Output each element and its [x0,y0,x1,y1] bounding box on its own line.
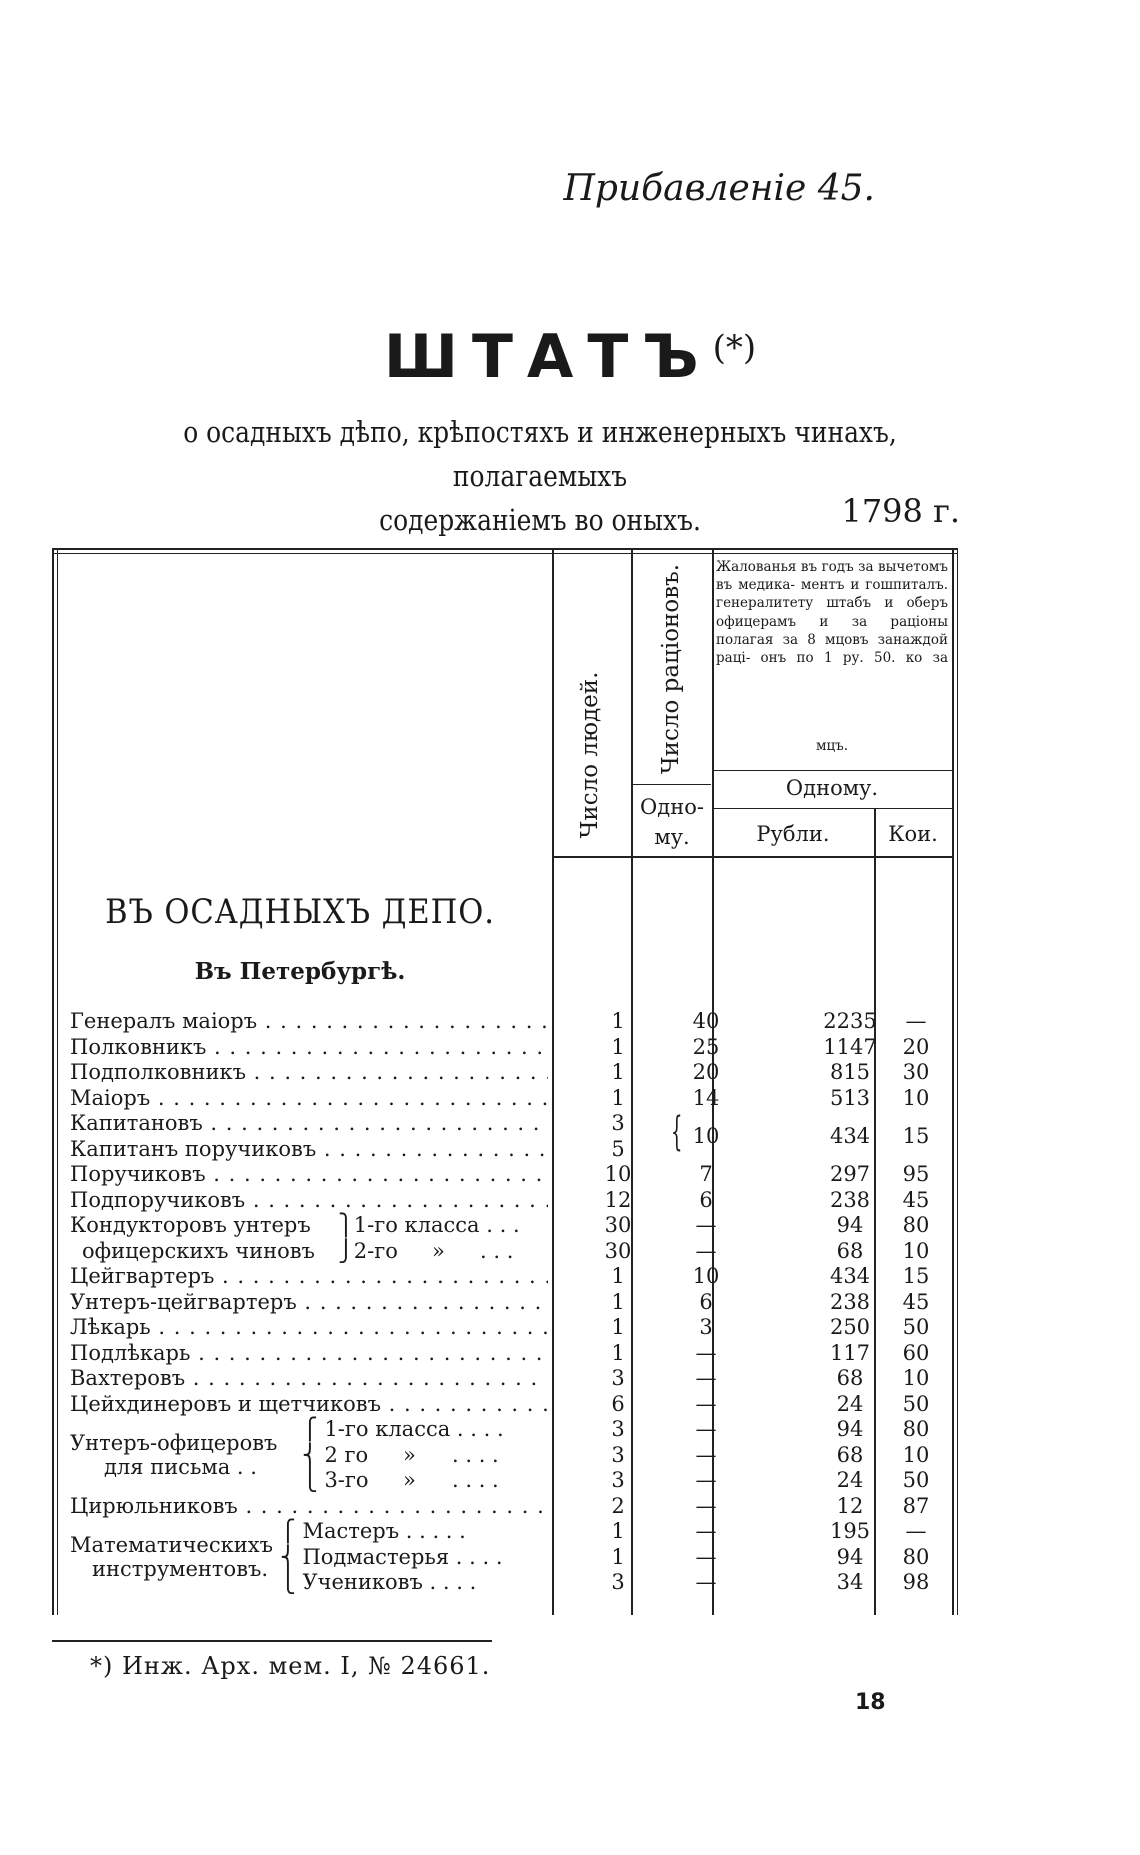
header-rubles: Рубли. [756,822,830,846]
table-row: ⎧ Мастеръ . . . . . 1 — 195 — [280,1519,927,1543]
subtitle-line-2: содержаніемъ во оныхъ. [379,503,701,537]
table-row: Капитанъ поручиковъ . . . 5 [70,1137,950,1163]
city-title: Въ Петербургѣ. [194,958,406,985]
staff-table [70,1009,950,1596]
table-row: Вахтеровъ . . . 3 — 68 10 [70,1366,950,1392]
table-row: Маіоръ . . . 1 14 513 10 [70,1086,950,1112]
header-rations: Число раціоновъ. [658,563,684,775]
table-row: Цейхдинеровъ и щетчиковъ . . . 6 — 24 50 [70,1392,950,1418]
table-row: ⎩ 3-го » . . . . 3 — 24 50 [302,1468,930,1492]
table-row: Унтеръ-цейгвартеръ . . . 1 6 238 45 [70,1290,950,1316]
footnote: *) Инж. Арх. мем. I, № 24661. [90,1652,491,1680]
table-row: Лѣкарь . . . 1 3 250 50 [70,1315,950,1341]
header-people: Число людей. [577,671,603,839]
table-row: Цирюльниковъ . . . 2 — 12 87 [70,1494,950,1520]
table-row: офицерскихъ чиновъ ⎭2-го » . . . 30 — 68 10 [82,1238,930,1263]
table-row: Поручиковъ . . . 10 7 297 95 [70,1162,950,1188]
page-title [0,322,1140,392]
table-row: Кондукторовъ унтеръ ⎫1-го класса . . . 30 — 94 80 [70,1213,930,1237]
table-row: Полковникъ . . . 1 25 1147 20 [70,1035,950,1061]
table-row: Цейгвартеръ . . . 1 10 434 15 [70,1264,950,1290]
page-number: 18 [855,1690,886,1715]
table-row: ⎧ 1-го класса . . . . 3 — 94 80 [302,1417,930,1441]
title-footnote-mark: (*) [712,328,757,368]
year: 1798 г. [841,492,960,530]
footnote-divider [52,1640,492,1642]
table-row: Подполковникъ . . . 1 20 815 30 [70,1060,950,1086]
appendix-heading: Прибавленіе 45. [563,168,875,209]
header-one-salary: Одному. [785,776,879,800]
header-kopecks: Кои. [888,822,938,846]
section-title: ВЪ ОСАДНЫХЪ ДЕПО. [105,892,495,932]
header-salary-note: Жалованья въ годъ за вычетомъ въ медика- ментъ и гошпиталъ. генералитету штабъ и оберъ офицерамъ и за раціоны полагая за 8 мцовъ занаждой раці- онъ по 1 ру. 50. ко за [716,559,948,667]
table-row: Генералъ маіоръ . . . 1 40 2235 — [70,1009,950,1035]
table-row: Подлѣкарь . . . 1 — 117 60 [70,1341,950,1367]
title-text: ШТАТЪ [383,322,713,392]
subtitle-line-1: о осадныхъ дѣпо, крѣпостяхъ и инженерныхъ чинахъ, полагаемыхъ [183,415,897,493]
table-row: ⎩ Учениковъ . . . . 3 — 34 98 [280,1570,930,1594]
header-salary-note-end: мцъ. [815,738,849,754]
header-one-ration: Одно- му. [640,795,704,849]
table-row: Подпоручиковъ . . . 12 6 238 45 [70,1188,950,1214]
table-row: Математическихъ инструментовъ. ⎨ Подмастерья . . . . 1 — 94 80 [70,1532,930,1581]
table-row: Капитановъ . . . 3 { 10 434 15 [70,1111,950,1137]
kapitan-shared-rations: { 10 [670,1109,720,1155]
table-row: Унтеръ-офицеровъ для письма . . ⎨ 2 го » . . . . 3 — 68 10 [70,1430,930,1479]
